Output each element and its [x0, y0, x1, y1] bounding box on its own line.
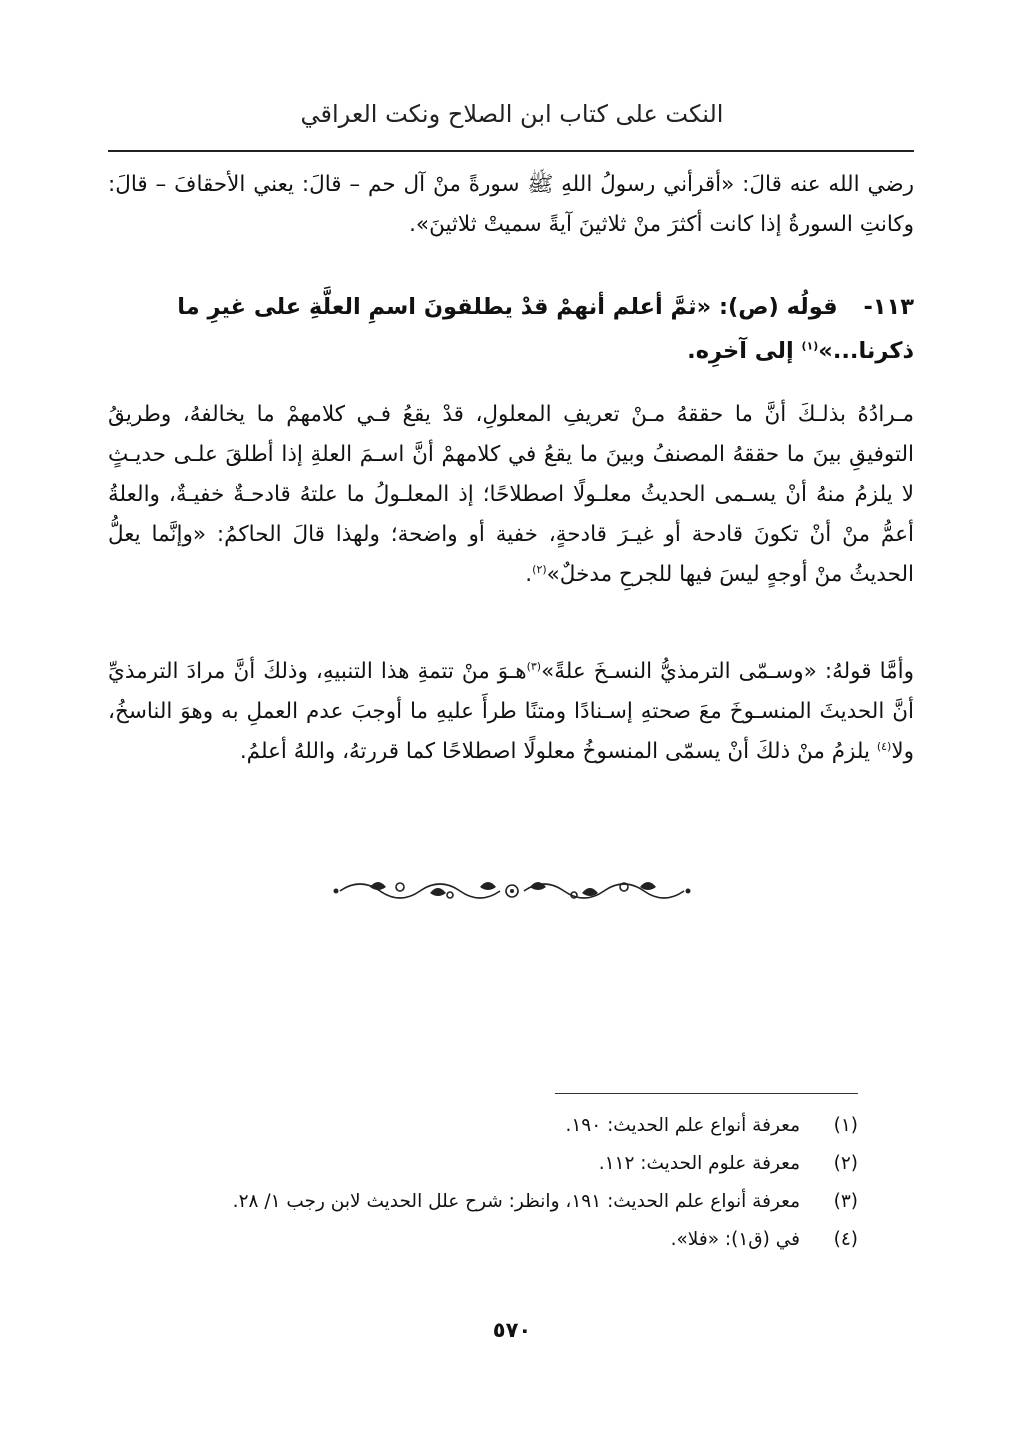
footnote-ref-1[interactable]: (١)	[801, 339, 819, 353]
paragraph-3-part-1: وأمَّا قولهُ: «وسـمّى الترمذيُّ النسـخَ علةً»	[541, 659, 914, 684]
footnote-text: معرفة علوم الحديث: ١١٢.	[598, 1153, 800, 1174]
footnote-ref-3[interactable]: (٣)	[526, 659, 542, 673]
footnote-number: (٤)	[833, 1229, 858, 1250]
footnote-ref-2[interactable]: (٢)	[532, 562, 547, 576]
header-divider	[108, 150, 914, 152]
footnote-item	[108, 1153, 858, 1191]
footnote-item	[108, 1191, 858, 1229]
paragraph-1-text: رضي الله عنه قالَ: «أقرأني رسولُ اللهِ ﷺ سورةً منْ آل حم – قالَ: يعني الأحقافَ – قالَ: وكانتِ السورةُ إذا كانت أكثرَ منْ ثلاثينَ آيةً سميتْ ثلاثينَ».	[108, 172, 914, 237]
section-heading-text: قولُه (ص): «ثمَّ أعلم أنهمْ قدْ يطلقونَ اسمِ العلَّةِ على غيرِ ما ذكرنا...»	[177, 294, 914, 364]
footnote-number: (٣)	[833, 1191, 858, 1212]
footnote-number: (٢)	[833, 1153, 858, 1174]
footnote-text: معرفة أنواع علم الحديث: ١٩٠.	[565, 1115, 800, 1136]
running-header-title: النكت على كتاب ابن الصلاح ونكت العراقي	[300, 100, 724, 128]
paragraph-2	[108, 395, 914, 595]
paragraph-3-part-2: هـوَ منْ تتمةِ هذا التنبيهِ، وذلكَ أنَّ مرادَ الترمذيِّ أنَّ الحديثَ المنسـوخَ معَ صحتهِ إسـنادًا ومتنًا طرأَ عليهِ ما أوجبَ عدم العملِ به وهوَ الناسخُ، ولا	[108, 659, 914, 764]
page-number: ٥٧٠	[492, 1318, 532, 1342]
floral-ornament-icon	[330, 865, 694, 915]
footnote-number: (١)	[833, 1115, 858, 1136]
section-heading	[108, 285, 914, 373]
footnotes	[108, 1115, 858, 1267]
paragraph-3-part-3: يلزمُ منْ ذلكَ أنْ يسمّى المنسوخُ معلولًا اصطلاحًا كما قررتهُ، واللهُ أعلمُ.	[239, 739, 877, 764]
paragraph-2-tail: .	[525, 562, 533, 587]
section-heading-tail: إلى آخرِه.	[687, 338, 802, 364]
paragraph-2-text: مـرادُهُ بذلـكَ أنَّ ما حققهُ مـنْ تعريفِ المعلولِ، قدْ يقعُ فـي كلامهمْ ما يخالفهُ، وطريقُ التوفيقِ بينَ ما حققهُ المصنفُ وبينَ ما يقعُ في كلامهمْ أنَّ اسـمَ العلةِ إذا أطلقَ علـى حديـثٍ لا يلزمُ منهُ أنْ يسـمى الحديثُ معلـولًا اصطلاحًا؛ إذ المعلـولُ ما علتهُ قادحـةٌ خفيـةٌ، والعلةُ أعمُّ منْ أنْ تكونَ قادحة أو غيـرَ قادحةٍ، خفية أو واضحة؛ ولهذا قالَ الحاكمُ: «وإنَّما يعلُّ الحديثُ منْ أوجهٍ ليسَ فيها للجرحِ مدخلٌ»	[108, 402, 914, 587]
footnote-text: معرفة أنواع علم الحديث: ١٩١، وانظر: شرح علل الحديث لابن رجب ١/ ٢٨.	[232, 1191, 800, 1212]
footnote-item	[108, 1229, 858, 1267]
footnote-text: في (ق١): «فلا».	[670, 1229, 800, 1250]
paragraph-1	[108, 165, 914, 245]
section-number: ١١٣-	[863, 294, 914, 320]
paragraph-3	[108, 652, 914, 772]
footnote-divider	[555, 1093, 858, 1094]
footnote-ref-4[interactable]: (٤)	[876, 739, 892, 753]
footnote-item	[108, 1115, 858, 1153]
